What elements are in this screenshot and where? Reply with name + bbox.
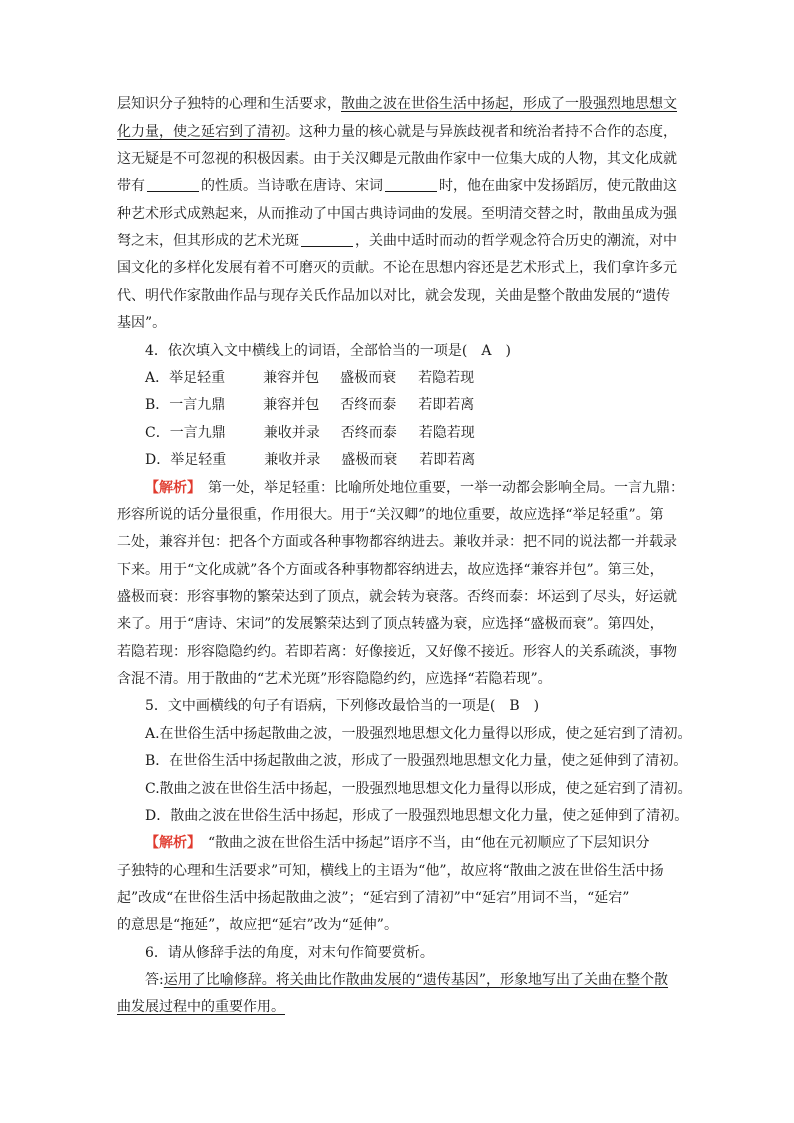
q4-analysis-line-1 — [145, 478, 684, 498]
q5-analysis-line-3: 起”改成“在世俗生活中扬起散曲之波”；“延宕到了清初”中“延宕”用词不当，“延宕” — [117, 890, 630, 906]
option-word: 否终而泰 — [340, 425, 397, 441]
option-letter: C． — [145, 425, 170, 441]
option-word: 兼收并录 — [264, 452, 321, 468]
passage-text: 层知识分子独特的心理和生活要求， — [117, 96, 341, 112]
q5-analysis-line-2: 子独特的心理和生活要求”可知，横线上的主语为“他”，故应将“散曲之波在世俗生活中扬 — [117, 863, 664, 879]
q4-option-b — [145, 395, 474, 415]
option-word: 兼容并包 — [263, 370, 320, 386]
passage-line-5: 种艺术形式成熟起来，从而推动了中国古典诗词曲的发展。至明清交替之时，散曲虽成为强 — [117, 206, 677, 222]
passage-text: 的性质。当诗歌在唐诗、宋词 — [201, 178, 383, 194]
passage-line-1 — [117, 94, 677, 114]
q4-option-c — [145, 423, 475, 443]
underlined-sentence: 散曲之波在世俗生活中扬起，形成了一股强烈地思想文 — [341, 96, 677, 112]
question-5-stem: 5．文中画横线的句子有语病，下列修改最恰当的一项是( B ) — [145, 698, 540, 714]
option-word: 举足轻重 — [170, 452, 227, 468]
q4-analysis-line-5: 盛极而衰：形容事物的繁荣达到了顶点，就会转为衰落。否终而泰：坏运到了尽头，好运就 — [117, 589, 677, 605]
passage-line-9: 基因”。 — [117, 315, 167, 331]
option-word: 兼收并录 — [263, 425, 320, 441]
passage-text: 时，他在曲家中发扬蹈厉，使元散曲这 — [439, 178, 677, 194]
fill-blank-3 — [301, 232, 353, 247]
fill-blank-2 — [385, 177, 437, 192]
option-word: 若隐若现 — [418, 425, 475, 441]
passage-line-3: 这无疑是不可忽视的积极因素。由于关汉卿是元散曲作家中一位集大成的人物，其文化成就 — [117, 151, 677, 167]
option-word: 兼容并包 — [263, 397, 320, 413]
option-word: 若即若离 — [419, 452, 476, 468]
option-letter: B． — [145, 397, 170, 413]
q5-option-c: C.散曲之波在世俗生活中扬起，一股强烈地思想文化力量得以形成，使之延宕到了清初。 — [145, 781, 692, 797]
fill-blank-1 — [147, 177, 199, 192]
q5-option-d: D．散曲之波在世俗生活中扬起，形成了一股强烈地思想文化力量，使之延伸到了清初。 — [145, 808, 689, 824]
passage-line-8: 代、明代作家散曲作品与现存关氏作品加以对比，就会发现，关曲是整个散曲发展的“遗传 — [117, 288, 671, 304]
q6-answer-line-2 — [117, 997, 285, 1017]
option-letter: D． — [145, 452, 171, 468]
analysis-text: 第一处，举足轻重：比喻所处地位重要，一举一动都会影响全局。一言九鼎： — [194, 480, 684, 496]
q5-option-a: A.在世俗生活中扬起散曲之波，一股强烈地思想文化力量得以形成，使之延宕到了清初。 — [145, 726, 692, 742]
option-letter: A． — [145, 370, 170, 386]
option-word: 举足轻重 — [169, 370, 226, 386]
passage-line-7: 国文化的多样化发展有着不可磨灭的贡献。不论在思想内容还是艺术形式上，我们拿许多元 — [117, 260, 677, 276]
q4-analysis-line-7: 若隐若现：形容隐隐约约。若即若离：好像接近，又好像不接近。形容人的关系疏淡，事物 — [117, 644, 677, 660]
option-word: 若隐若现 — [418, 370, 475, 386]
q5-analysis-line-4: 的意思是“拖延”，故应把“延宕”改为“延伸”。 — [117, 917, 398, 933]
question-6-stem: 6．请从修辞手法的角度，对末句作简要赏析。 — [145, 945, 434, 961]
q6-answer-line-1 — [145, 970, 668, 990]
q4-analysis-line-3: 二处，兼容并包：把各个方面或各种事物都容纳进去。兼收并录：把不同的说法都一并载录 — [117, 534, 677, 550]
q4-option-a — [145, 368, 474, 388]
passage-line-6 — [117, 231, 677, 251]
option-word: 盛极而衰 — [341, 452, 398, 468]
option-word: 一言九鼎 — [169, 425, 226, 441]
option-word: 盛极而衰 — [340, 370, 397, 386]
q4-option-d — [145, 450, 475, 470]
analysis-tag: 【解析】 — [145, 835, 194, 851]
q4-analysis-line-8: 含混不清。用于散曲的“艺术光斑”形容隐隐约约，应选择“若隐若现”。 — [117, 671, 552, 687]
passage-text: ，关曲中适时而动的哲学观念符合历史的潮流，对中 — [355, 233, 677, 249]
answer-text: 运用了比喻修辞。将关曲比作散曲发展的“遗传基因”，形象地写出了关曲在整个散 — [163, 972, 669, 988]
underlined-sentence: 化力量，使之延宕到了清初 — [117, 124, 285, 140]
question-4-stem: 4．依次填入文中横线上的词语，全部恰当的一项是( A ) — [145, 343, 511, 359]
q5-analysis-line-1 — [145, 833, 649, 853]
answer-label: 答: — [145, 972, 164, 988]
option-word: 否终而泰 — [340, 397, 397, 413]
option-word: 若即若离 — [418, 397, 475, 413]
analysis-tag: 【解析】 — [145, 480, 194, 496]
analysis-text: “散曲之波在世俗生活中扬起”语序不当，由“他在元初顺应了下层知识分 — [194, 835, 650, 851]
passage-text: 。这种力量的核心就是与异族歧视者和统治者持不合作的态度， — [285, 124, 677, 140]
q4-analysis-line-6: 来了。用于“唐诗、宋词”的发展繁荣达到了顶点转盛为衰，应选择“盛极而衰”。第四处， — [117, 616, 664, 632]
passage-text: 带有 — [117, 178, 145, 194]
q4-analysis-line-2: 形容所说的话分量很重，作用很大。用于“关汉卿”的地位重要，故应选择“举足轻重”。第 — [117, 507, 664, 523]
option-word: 一言九鼎 — [169, 397, 226, 413]
passage-text: 弩之末，但其形成的艺术光斑 — [117, 233, 299, 249]
answer-text: 曲发展过程中的重要作用。 — [117, 999, 285, 1015]
q5-option-b: B．在世俗生活中扬起散曲之波，形成了一股强烈地思想文化力量，使之延伸到了清初。 — [145, 753, 688, 769]
passage-line-2 — [117, 122, 677, 142]
q4-analysis-line-4: 下来。用于“文化成就”各个方面或各种事物都容纳进去，故应选择“兼容并包”。第三处， — [117, 562, 664, 578]
passage-line-4 — [117, 176, 677, 196]
